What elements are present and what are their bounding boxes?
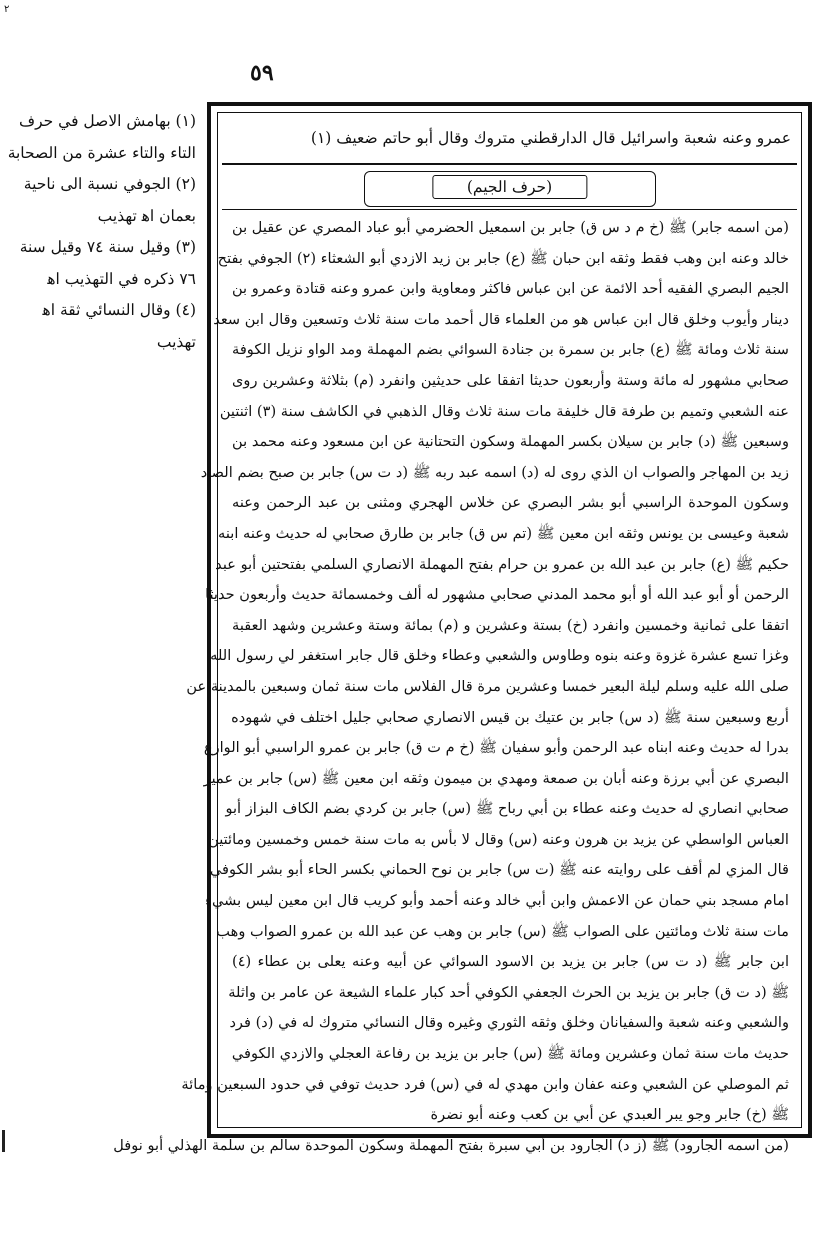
side-tick <box>2 1130 5 1152</box>
body-line: البصري عن أبي برزة وعنه أبان بن صمعة ومهدي بن ميمون وثقه ابن معين ﷺ (س) جابر بن عمير <box>203 769 789 787</box>
body-line: سنة ثلاث ومائة ﷺ (ع) جابر بن سمرة بن جنادة السوائي بضم المهملة ومد الواو نزيل الكوفة <box>232 341 789 359</box>
body-line: زيد بن المهاجر والصواب ان الذي روى له (د) اسمه عبد ربه ﷺ (د ت س) جابر بن صبح بضم الصاد <box>200 463 789 481</box>
body-line: صحابي مشهور له مائة وستة وأربعون حديثا اتفقا على حديثين وانفرد (م) بثلاثة وعشرين روى <box>232 371 789 389</box>
body-rule <box>222 209 797 210</box>
body-line: خالد وعنه ابن وهب فقط وثقه ابن حبان ﷺ (ع) جابر بن زيد الازدي أبو الشعثاء (٢) الجوفي بفتح <box>217 249 789 267</box>
body-line: أربع وسبعين سنة ﷺ (د س) جابر بن عتيك بن قيس الانصاري صحابي جليل اختلف في شهوده <box>231 708 789 726</box>
page-number: ٥٩ <box>250 60 274 86</box>
body-line: الجيم البصري الفقيه أحد الائمة عن ابن عباس فاكثر ومعاوية وابن عمرو وعنه قتادة وعمرو بن <box>231 280 789 298</box>
body-line: ابن جابر ﷺ (د ت س) جابر بن يزيد بن الاسود السوائي عن أبيه وعنه يعلى بن عطاء (٤) <box>232 953 789 971</box>
body-line: اتفقا على ثمانية وخمسين وانفرد (خ) بستة وعشرين و (م) بمائة وستة وعشرين وشهد العقبة <box>232 616 789 634</box>
body-line: ثم الموصلي عن الشعبي وعنه عفان وابن مهدي له في (س) فرد حديث توفي في حدود السبعين ومائة <box>181 1075 789 1093</box>
corner-mark: ٢ <box>4 4 10 15</box>
body-line: دينار وأيوب وخلق قال ابن عباس هو من العلماء قال أحمد مات سنة ثلاث وتسعين وقال ابن سعد <box>213 310 789 328</box>
margin-note-line: تهذيب <box>156 332 196 351</box>
body-line: حكيم ﷺ (ع) جابر بن عبد الله بن عمرو بن حرام بفتح المهملة الانصاري السلمي بفتحتين أبو عبد <box>215 555 789 573</box>
body-line: صلى الله عليه وسلم ليلة البعير خمسا وعشرين مرة قال الفلاس مات سنة ثمان وسبعين بالمدينة عن <box>186 677 789 695</box>
margin-note-line: (٢) الجوفي نسبة الى ناحية <box>23 175 196 193</box>
body-line: (من اسمه الجارود) ﷺ (ز د) الجارود بن أبي سبرة بفتح المهملة وسكون الموحدة سالم بن سلمة الهذلي أبو نوفل <box>113 1136 789 1154</box>
body-line: ﷺ (خ) جابر وجو يبر العبدي عن أبي بن كعب وعنه أبو نضرة <box>430 1106 789 1124</box>
body-line: حديث مات سنة ثمان وعشرين ومائة ﷺ (س) جابر بن يزيد بن رفاعة العجلي والازدي الكوفي <box>231 1045 789 1063</box>
body-line: ﷺ (د ت ق) جابر بن يزيد بن الحرث الجعفي الكوفي أحد كبار علماء الشيعة عن عامر بن واثلة <box>228 983 789 1001</box>
body-line: الرحمن أو أبو عبد الله أو أبو محمد المدني صحابي مشهور له ألف وخمسمائة حديث وأربعون حديثا <box>205 586 789 604</box>
body-line: (من اسمه جابر) ﷺ (خ م د س ق) جابر بن اسمعيل الحضرمي أبو عباد المصري عن عقيل بن <box>232 219 789 236</box>
margin-note-line: (٤) وقال النسائي ثقة اه‍ <box>42 301 196 319</box>
body-line: شعبة وعيسى بن يونس وثقه ابن معين ﷺ (تم س ق) جابر بن طارق صحابي له حديث وعنه ابنه <box>218 524 789 542</box>
header-rule <box>222 163 797 165</box>
body-line: امام مسجد بني حمان عن الاعمش وابن أبي خالد وعنه أحمد وأبو كريب قال ابن معين ليس بشيء <box>205 892 789 910</box>
running-header: عمرو وعنه شعبة واسرائيل قال الدارقطني متروك وقال أبو حاتم ضعيف (١) <box>310 129 791 147</box>
margin-note-line: ٧٦ ذكره في التهذيب اه‍ <box>47 269 196 288</box>
body-line: قال المزي لم أقف على روايته عنه ﷺ (ت س) جابر بن نوح الحماني بكسر الحاء أبو بشر الكوفي <box>209 861 789 879</box>
section-title: (حرف الجيم) <box>432 175 587 199</box>
body-line: وسكون الموحدة الراسبي أبو بشر البصري عن خلاس الهجري ومثنى بن عبد الرحمن وعنه <box>232 494 789 512</box>
body-line: عنه الشعبي وتميم بن طرفة قال خليفة مات سنة ثلاث وقال الذهبي في الكاشف سنة (٣) اثنتين <box>219 402 789 420</box>
margin-note-line: التاء والتاء عشرة من الصحابة <box>7 143 196 162</box>
body-line: بدرا له حديث وعنه ابناه عبد الرحمن وأبو سفيان ﷺ (خ م ت ق) جابر بن عمرو الراسبي أبو الوازع <box>203 739 789 757</box>
margin-note-line: (١) بهامش الاصل في حرف <box>19 112 196 130</box>
margin-note-line: (٣) وقيل سنة ٧٤ وقيل سنة <box>19 238 196 256</box>
margin-note-line: بعمان اه‍ تهذيب <box>97 206 196 225</box>
body-line: مات سنة ثلاث ومائتين على الصواب ﷺ (س) جابر بن وهب عن عبد الله بن عمرو الصواب وهب <box>216 922 789 940</box>
body-line: صحابي انصاري له حديث وعنه عطاء بن أبي رباح ﷺ (س) جابر بن كردي بضم الكاف البزاز أبو <box>225 800 789 818</box>
margin-notes <box>7 106 196 358</box>
body-line: العباس الواسطي عن يزيد بن هرون وعنه (س) وقال لا بأس به مات سنة خمس وخمسين ومائتين <box>208 830 789 848</box>
body-line: وغزا تسع عشرة غزوة وعنه بنوه وطاوس والشعبي وعطاء وخلق قال جابر استغفر لي رسول الله <box>210 647 789 665</box>
body-line: وسبعين ﷺ (د) جابر بن سيلان بكسر المهملة وسكون التحتانية عن ابن مسعود وعنه محمد بن <box>232 433 789 451</box>
body-line: والشعبي وعنه شعبة والسفيانان وخلق وثقه الثوري وغيره وقال النسائي متروك له في (د) فرد <box>229 1014 789 1032</box>
